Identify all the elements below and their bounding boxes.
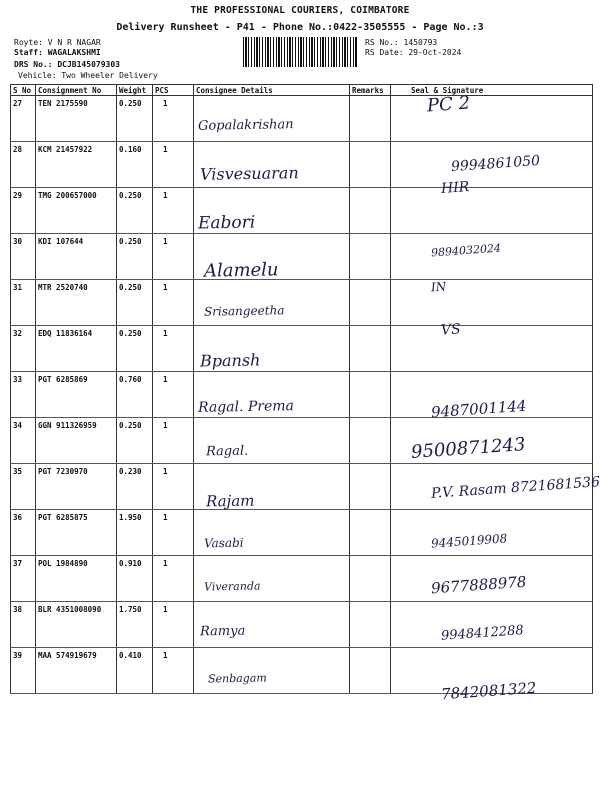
row-consignee-cell <box>194 188 350 234</box>
row-remarks <box>350 96 391 142</box>
row-consignment: KDI 107644 <box>36 234 117 280</box>
col-consignment: Consignment No <box>36 85 117 96</box>
consignee-name: Ragal. Prema <box>197 398 295 416</box>
signature: P.V. Rasam 8721681536 <box>430 474 600 502</box>
rs-date: RS Date: 29-Oct-2024 <box>365 48 462 57</box>
company-title: THE PROFESSIONAL COURIERS, COIMBATORE <box>190 5 410 16</box>
row-remarks <box>350 188 391 234</box>
row-weight: 0.250 <box>117 418 153 464</box>
row-sno: 37 <box>11 556 36 602</box>
row-remarks <box>350 142 391 188</box>
row-signature-cell <box>391 321 593 372</box>
consignee-name: Srisangeetha <box>203 303 285 319</box>
row-sno: 27 <box>11 96 36 142</box>
row-consignee-cell <box>194 96 350 142</box>
row-pcs: 1 <box>153 234 194 280</box>
row-pcs: 1 <box>153 464 194 510</box>
row-consignee-cell <box>194 142 350 188</box>
row-signature-cell <box>391 234 593 280</box>
consignee-name: Gopalakrishan <box>197 117 294 134</box>
row-consignment: PGT 7230970 <box>36 464 117 510</box>
table-row <box>11 556 593 602</box>
signature: 9994861050 <box>450 152 541 176</box>
row-sno: 34 <box>11 418 36 464</box>
row-consignment: PGT 6285875 <box>36 510 117 556</box>
signature: 9487001144 <box>430 396 527 422</box>
consignee-name: Rajam <box>205 491 255 511</box>
row-pcs: 1 <box>153 326 194 372</box>
col-pcs: PCS <box>153 85 194 96</box>
row-signature-cell <box>391 648 593 704</box>
row-remarks <box>350 556 391 602</box>
table-row <box>11 464 593 510</box>
runsheet-table <box>10 84 600 704</box>
row-consignee-cell <box>194 464 350 510</box>
row-consignment: TMG 200657000 <box>36 188 117 234</box>
row-pcs: 1 <box>153 142 194 188</box>
row-weight: 0.160 <box>117 142 153 188</box>
consignee-name: Visvesuaran <box>199 163 299 184</box>
row-signature-cell <box>391 179 593 234</box>
row-weight: 0.250 <box>117 234 153 280</box>
signature: 9677888978 <box>430 572 527 598</box>
signature: 9948412288 <box>440 623 525 644</box>
row-consignee-cell <box>194 280 350 326</box>
row-signature-cell <box>391 602 593 648</box>
row-consignee-cell <box>194 326 350 372</box>
row-pcs: 1 <box>153 510 194 556</box>
row-sno: 39 <box>11 648 36 694</box>
row-weight: 0.250 <box>117 280 153 326</box>
row-weight: 0.250 <box>117 188 153 234</box>
table-row <box>11 280 593 326</box>
row-weight: 0.250 <box>117 96 153 142</box>
signature: PC 2 <box>426 92 471 117</box>
row-pcs: 1 <box>153 418 194 464</box>
signature: IN <box>430 279 447 295</box>
consignee-name: Senbagam <box>207 671 267 686</box>
row-sno: 38 <box>11 602 36 648</box>
row-weight: 1.750 <box>117 602 153 648</box>
row-consignee-cell <box>194 234 350 280</box>
consignee-name: Vasabi <box>203 535 244 551</box>
row-consignment: GGN 911326959 <box>36 418 117 464</box>
row-sno: 31 <box>11 280 36 326</box>
table-row <box>11 418 593 464</box>
table-row <box>11 510 593 556</box>
vehicle-label: Vehicle: Two Wheeler Delivery <box>18 71 158 80</box>
row-consignee-cell <box>194 602 350 648</box>
table-row <box>11 372 593 418</box>
row-sno: 32 <box>11 326 36 372</box>
row-consignee-cell <box>194 648 350 694</box>
row-sno: 30 <box>11 234 36 280</box>
row-remarks <box>350 648 391 694</box>
row-weight: 0.410 <box>117 648 153 694</box>
row-consignment: BLR 4351008090 <box>36 602 117 648</box>
route-label: Royte: V N R NAGAR <box>14 38 101 47</box>
row-signature-cell <box>391 418 593 464</box>
row-signature-cell <box>391 556 593 602</box>
staff-label: Staff: WAGALAKSHMI <box>14 48 101 57</box>
row-weight: 0.760 <box>117 372 153 418</box>
signature: 9500871243 <box>410 434 527 463</box>
row-consignee-cell <box>194 510 350 556</box>
table-row <box>11 188 593 234</box>
row-pcs: 1 <box>153 188 194 234</box>
row-consignment: MAA 574919679 <box>36 648 117 694</box>
runsheet-title: Delivery Runsheet - P41 - Phone No.:0422-3505555 - Page No.:3 <box>116 22 484 33</box>
row-signature-cell <box>391 142 593 188</box>
row-weight: 0.910 <box>117 556 153 602</box>
table-row <box>11 602 593 648</box>
row-consignment: TEN 2175590 <box>36 96 117 142</box>
consignee-name: Alamelu <box>203 259 279 282</box>
row-signature-cell <box>391 464 600 510</box>
row-remarks <box>350 372 391 418</box>
table-row <box>11 96 593 142</box>
consignee-name: Ramya <box>199 623 246 640</box>
row-weight: 0.230 <box>117 464 153 510</box>
table-row <box>11 142 593 188</box>
row-weight: 0.250 <box>117 326 153 372</box>
col-weight: Weight <box>117 85 153 96</box>
row-remarks <box>350 234 391 280</box>
signature: VS <box>440 321 462 339</box>
consignee-name: Eabori <box>197 212 256 234</box>
row-remarks <box>350 280 391 326</box>
consignee-name: Bpansh <box>199 350 261 371</box>
barcode <box>243 37 358 67</box>
row-remarks <box>350 418 391 464</box>
row-sno: 36 <box>11 510 36 556</box>
row-pcs: 1 <box>153 96 194 142</box>
row-signature-cell <box>391 510 593 556</box>
row-pcs: 1 <box>153 372 194 418</box>
row-pcs: 1 <box>153 648 194 694</box>
col-remarks: Remarks <box>350 85 391 96</box>
row-consignment: POL 1984890 <box>36 556 117 602</box>
row-sno: 29 <box>11 188 36 234</box>
row-consignment: EDQ 11836164 <box>36 326 117 372</box>
col-sno: S No <box>11 85 36 96</box>
row-pcs: 1 <box>153 556 194 602</box>
col-seal: Seal & Signature <box>391 85 593 96</box>
consignee-name: Ragal. <box>205 443 249 460</box>
table-row <box>11 326 593 372</box>
drs-number: DRS No.: DCJB145079303 <box>14 60 120 69</box>
table-row <box>11 648 593 694</box>
table-header-row <box>11 85 593 96</box>
signature: 9894032024 <box>430 241 502 260</box>
row-signature-cell <box>391 280 593 326</box>
signature: 9445019908 <box>430 531 508 551</box>
row-signature-cell <box>391 92 593 142</box>
row-pcs: 1 <box>153 602 194 648</box>
row-consignee-cell <box>194 372 350 418</box>
row-consignee-cell <box>194 418 350 464</box>
row-sno: 35 <box>11 464 36 510</box>
row-sno: 28 <box>11 142 36 188</box>
row-consignment: PGT 6285869 <box>36 372 117 418</box>
signature: 7842081322 <box>440 678 537 704</box>
col-consignee: Consignee Details <box>194 85 350 96</box>
row-remarks <box>350 326 391 372</box>
row-remarks <box>350 464 391 510</box>
rs-number: RS No.: 1450793 <box>365 38 438 47</box>
row-weight: 1.950 <box>117 510 153 556</box>
signature: HIR <box>440 179 470 197</box>
row-pcs: 1 <box>153 280 194 326</box>
row-remarks <box>350 510 391 556</box>
row-sno: 33 <box>11 372 36 418</box>
consignee-name: Viveranda <box>203 579 261 594</box>
table-row <box>11 234 593 280</box>
row-remarks <box>350 602 391 648</box>
row-consignee-cell <box>194 556 350 602</box>
row-signature-cell <box>391 372 593 422</box>
row-consignment: KCM 21457922 <box>36 142 117 188</box>
row-consignment: MTR 2520740 <box>36 280 117 326</box>
